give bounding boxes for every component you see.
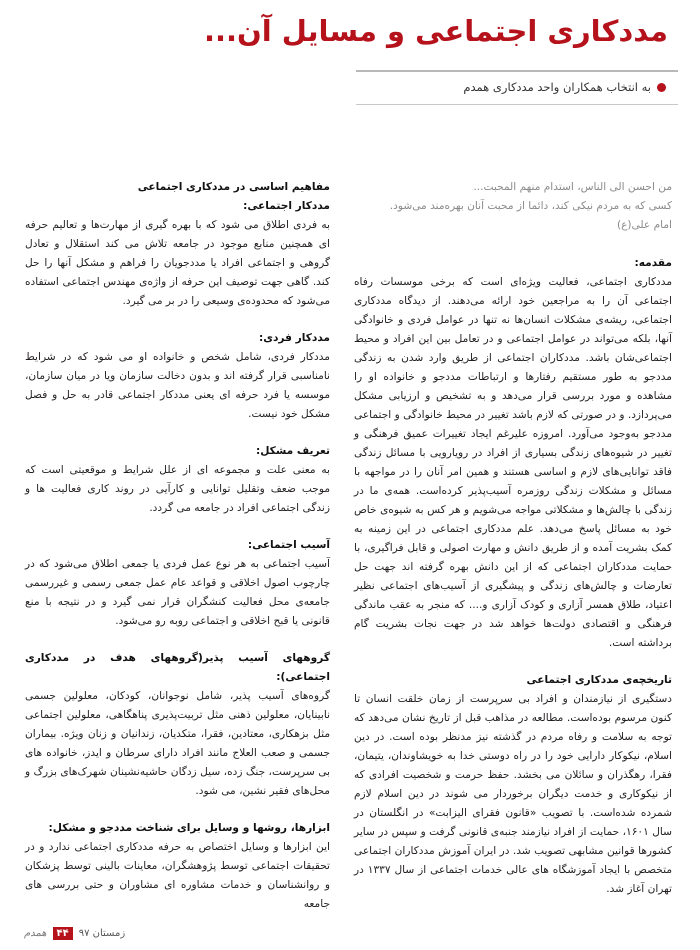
section-heading: مقدمه: — [634, 257, 672, 269]
section-body: به معنی علت و مجموعه ای از علل شرایط و موقعیتی است که موجب ضعف وتقلیل توانایی و کارآیی در روند کاری فعالیت ها و زندگی اجتماعی افراد در جامعه می گردد. — [25, 464, 330, 514]
section-body: آسیب اجتماعی به هر نوع عمل فردی یا جمعی اطلاق می‌شود که در چارچوب اصول اخلاقی و قواعد عام عمل جمعی رسمی و غیررسمی جامعه‌ی محل فعالیت کنشگران قرار نمی گیرد و در نتیجه با منع قانونی یا قبح اخلاقی و اجتماعی روبه رو می‌شود. — [25, 558, 330, 627]
epigraph-quote — [354, 178, 672, 235]
quote-source: امام علی(ع) — [616, 219, 672, 231]
issue-label: زمستان ۹۷ — [78, 928, 126, 939]
section-body: دستگیری از نیازمندان و افراد بی سرپرست از زمان خلقت انسان تا کنون مرسوم بوده‌است. مطالعه در مذاهب قبل از تاریخ نشان می‌دهد که توجه به سلامت و رفاه مردم در گذشته نیز مدنظر بوده است. در دین اسلام، نیکوکار دارایی خود را در راه دوستی خدا به خویشاوندان، یتیمان، فقرا، رهگذران و سائلان می بخشد. حفظ حرمت و شخصیت افرادی که از نیکوکاری و خدمت دیگران برخوردار می شوند در دین اسلام لازم شمرده شده‌است. با تصویب «قانون فقرای الیزابت» در انگلستان در سال ۱۶۰۱، حمایت از افراد نیازمند جنبه‌ی قانونی گرفت و سپس در سایر کشورها قوانین مشابهی تصویب شد. در ایران آموزش مددکاران اجتماعی متخصص با ایجاد آموزشگاه های عالی خدمات اجتماعی از سال ۱۳۳۷ در تهران آغاز شد. — [354, 693, 672, 895]
quote-line-2: کسی که به مردم نیکی کند، دائما از محبت آنان بهره‌مند می‌شود. — [389, 200, 672, 212]
section-tools-methods — [25, 819, 330, 914]
section-intro — [354, 254, 672, 653]
article-title: مددکاری اجتماعی و مسایل آن... — [203, 14, 668, 48]
section-body: گروه‌های آسیب پذیر، شامل نوجوانان، کودکان، معلولین جسمی نابینایان، معلولین ذهنی مثل تربیت‌پذیری پناهگاهی، معلولین اجتماعی مثل بزهکاری، معتادین، فقرا، متکدیان، زندانیان و زنان ویژه. بیماران جسمی و صعب العلاج مانند افراد دارای سرطان و ایدز، خانواده های بی سرپرست، جنگ زده، سیل زدگان حاشیه‌نشینان شهرک‌های بزرگ و محل‌های فقیر نشین، می شود. — [25, 690, 330, 797]
left-column — [25, 178, 330, 932]
section-heading: تاریخچه‌ی مددکاری اجتماعی — [526, 674, 672, 686]
section-history — [354, 671, 672, 899]
section-social-harm — [25, 536, 330, 631]
section-heading: مفاهیم اساسی در مددکاری اجتماعی — [137, 181, 330, 193]
brand-logo: همدم — [24, 928, 47, 939]
section-heading: آسیب اجتماعی: — [247, 539, 330, 551]
right-column — [354, 178, 672, 917]
section-body: این ابزارها و وسایل اختصاص به حرفه مددکاری اجتماعی ندارد و در تحقیقات اجتماعی توسط پژوهشگران، معاینات بالینی توسط پزشکان و روانشناسان و خدمات مشاوره ای مشاوران و حتی بررسی های جامعه — [25, 841, 330, 910]
quote-line-1: من احسن الی الناس، استدام منهم المحبت... — [473, 181, 672, 193]
title-divider — [356, 70, 678, 72]
page-number: ۴۴ — [53, 927, 73, 940]
section-problem-definition — [25, 442, 330, 518]
section-heading: مددکار فردی: — [259, 332, 330, 344]
section-subheading: مددکار اجتماعی: — [243, 200, 330, 212]
section-basic-concepts — [25, 178, 330, 311]
byline — [346, 80, 666, 94]
bullet-dot-icon — [657, 83, 666, 92]
section-heading: گروههای آسیب پذیر(گروههای هدف در مددکاری اجتماعی): — [25, 652, 330, 683]
section-body: مددکار فردی، شامل شخص و خانواده او می شود که در شرایط نامناسبی قرار گرفته اند و بدون دخالت سازمان ویا در میان سازمان، موسسه یا فرد حرفه ای یعنی مددکار اجتماعی قادر به حل و فصل مشکل خود نیست. — [25, 351, 330, 420]
byline-text: به انتخاب همکاران واحد مددکاری همدم — [463, 80, 651, 94]
section-individual-worker — [25, 329, 330, 424]
page-footer — [24, 927, 125, 940]
section-vulnerable-groups — [25, 649, 330, 801]
section-heading: ابزارها، روشها و وسایل برای شناخت مددجو و مشکل: — [48, 822, 330, 834]
section-heading: تعریف مشکل: — [255, 445, 330, 457]
section-body: مددکاری اجتماعی، فعالیت ویژه‌ای است که برخی موسسات رفاه اجتماعی آن را به مراجعین خود ارائه می‌دهند. از دیدگاه مددکاری اجتماعی، ریشه‌ی مشکلات انسان‌ها نه تنها در عوامل فردی و خانوادگی آنها، بلکه می‌تواند در عوامل اجتماعی و در تعامل بین این افراد و محیط اجتماعی‌شان باشد. مددکاران اجتماعی از طریق وارد شدن به زندگی مددجو به طور مستقیم رفتارها و ارتباطات مددجو و خانواده او را مشاهده و مورد بررسی قرار می‌دهد و به تشخیص و ارزیابی مشکل می‌پردازد. و در صورتی که لازم باشد تغییر در محیط خانوادگی و اجتماعی مددجو به‌وجود می‌آورد. امروزه علیرغم ایجاد تغییرات عمیق فرهنگی و تغییر در شیوه‌های زندگی بسیاری از افراد در رویارویی با مسائل زندگی فاقد توانایی‌های لازم و اساسی هستند و همین امر آنان را در مواجهه با مسائل و مشکلات زندگی روزمره آسیب‌پذیر کرده‌است. همه‌ی ما در زندگی با چالش‌ها و مشکلاتی مواجه می‌شویم و هر کس به شیوه‌ی خاص خود به مسائل پاسخ می‌دهد. علم مددکاری اجتماعی در این زمینه به کمک بشریت آمده و از طریق دانش و مهارت اصولی و قابل فراگیری، با حمایت مددکاران اجتماعی که از این دانش بهره گرفته اند جهت حل تعارضات و چالش‌های زندگی و پیشگیری از آسیب‌های اجتماعی نظیر اعتیاد، طلاق همسر آزاری و کودک آزاری و.... که منجر به عقب ماندگی فرهنگی و اقتصادی دولت‌ها خواهد شد در جهت نجات بشریت گام برداشته است. — [354, 276, 672, 649]
section-body: به فردی اطلاق می شود که با بهره گیری از مهارت‌ها و تعالیم حرفه ای همچنین منابع موجود در جامعه تلاش می کند استقلال و تعادل گروهی و اجتماعی افراد یا مددجویان را فراهم و مشکل آنها را حل کند. گاهی جهت توصیف این حرفه از واژه‌ی مهندس اجتماعی استفاده می‌شود که محدوده‌ی وسیعی را در بر می گیرد. — [25, 219, 330, 307]
byline-divider — [356, 104, 678, 105]
